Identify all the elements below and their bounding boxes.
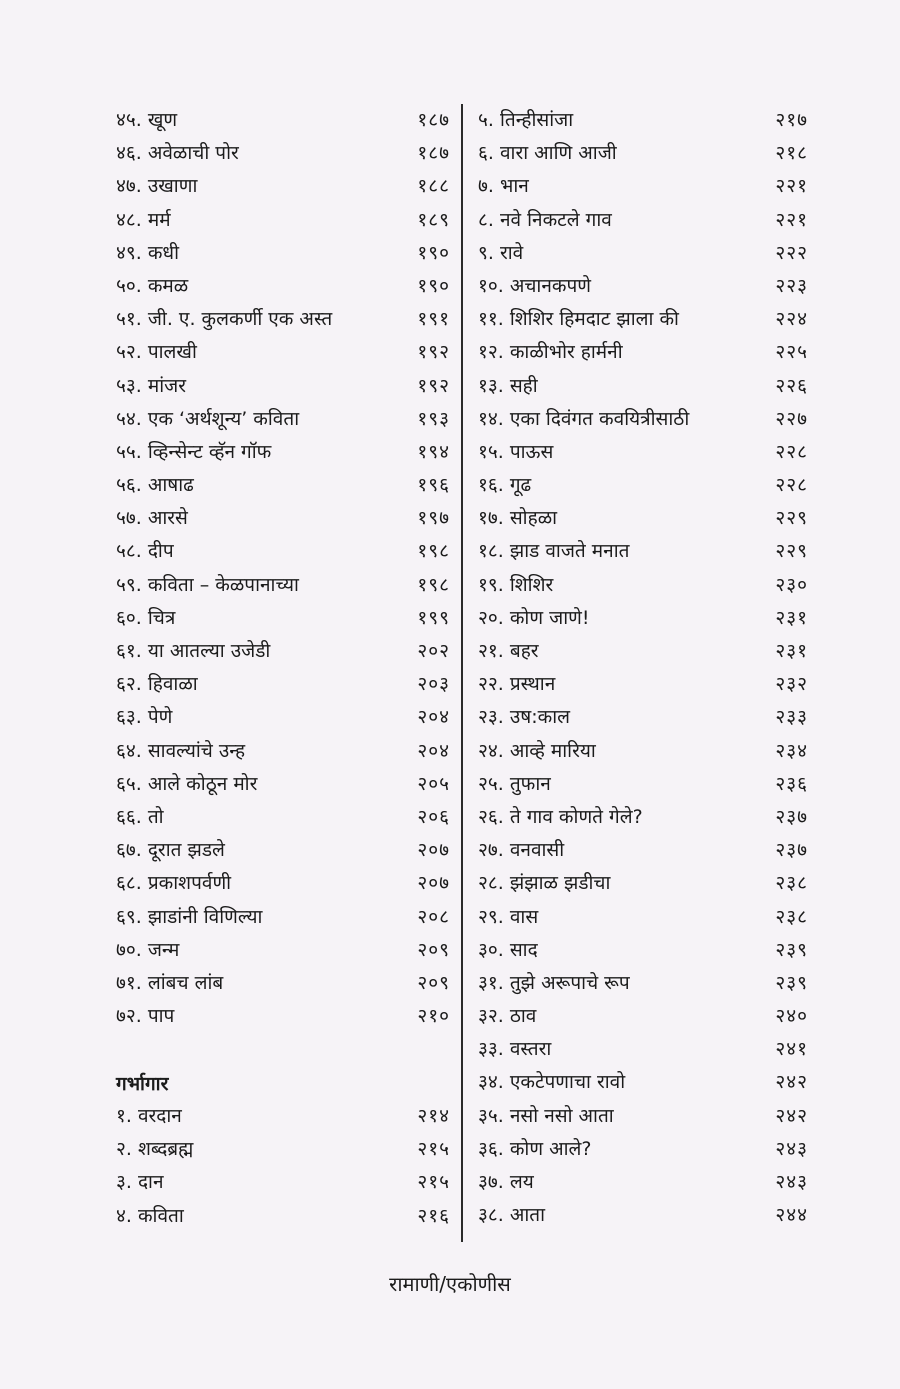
entry-page-number: २०८ <box>417 905 450 928</box>
entry-page-number: २०५ <box>417 772 450 795</box>
entry-title: ४. कविता <box>116 1204 184 1227</box>
entry-page-number: २१५ <box>417 1171 450 1194</box>
entry-page-number: २२१ <box>775 175 808 198</box>
entry-page-number: २२६ <box>775 374 808 397</box>
entry-title: ५३. मांजर <box>116 374 186 397</box>
entry-page-number: २२८ <box>775 474 808 497</box>
entry-title: १६. गूढ <box>478 474 532 497</box>
entry-page-number: १९० <box>417 274 450 297</box>
entry-page-number: १८८ <box>417 175 450 198</box>
entry-page-number: २२३ <box>775 274 808 297</box>
entry-page-number: २२८ <box>775 440 808 463</box>
entry-page-number: २४३ <box>775 1171 808 1193</box>
toc-entry <box>478 1133 808 1166</box>
toc-entry <box>116 303 450 336</box>
toc-entry <box>478 569 808 602</box>
entry-page-number: २२४ <box>775 308 808 331</box>
toc-entry <box>116 204 450 237</box>
toc-entry <box>116 1166 450 1199</box>
section-heading: गर्भागार <box>116 1073 169 1095</box>
entry-title: २९. वास <box>478 905 539 928</box>
entry-page-number: १९६ <box>417 474 450 497</box>
entry-page-number: २३४ <box>775 739 808 762</box>
entry-page-number: २१८ <box>775 142 808 165</box>
entry-title: ७२. पाप <box>116 1005 175 1028</box>
toc-entry <box>116 535 450 568</box>
toc-entry <box>478 535 808 568</box>
entry-page-number: २१५ <box>417 1138 450 1161</box>
entry-page-number: २१७ <box>775 109 808 131</box>
entry-title: ३३. वस्तरा <box>478 1038 552 1061</box>
entry-title: २६. ते गाव कोणते गेले? <box>478 805 643 828</box>
entry-page-number: २३८ <box>775 905 808 928</box>
toc-entry <box>478 834 808 867</box>
toc-entry <box>478 735 808 768</box>
toc-entry <box>116 1200 450 1233</box>
toc-entry <box>478 1100 808 1133</box>
entry-title: १८. झाड वाजते मनात <box>478 540 630 563</box>
entry-title: ३०. साद <box>478 938 538 961</box>
entry-page-number: २०६ <box>417 805 450 828</box>
entry-page-number: २३० <box>775 573 808 596</box>
entry-title: २२. प्रस्थान <box>478 673 556 696</box>
entry-page-number: २३६ <box>775 772 808 795</box>
entry-title: ४५. खूण <box>116 109 178 131</box>
entry-page-number: १९८ <box>417 540 450 563</box>
entry-title: ५१. जी. ए. कुलकर्णी एक अस्त <box>116 308 333 331</box>
entry-title: ५६. आषाढ <box>116 474 194 497</box>
toc-entry <box>116 801 450 834</box>
entry-title: ४९. कधी <box>116 241 180 264</box>
entry-title: १९. शिशिर <box>478 573 554 596</box>
entry-page-number: २०३ <box>417 673 450 696</box>
entry-page-number: २३९ <box>775 971 808 994</box>
entry-page-number: २२९ <box>775 540 808 563</box>
entry-title: ५. तिन्हीसांजा <box>478 109 574 131</box>
toc-entry <box>116 370 450 403</box>
entry-title: २३. उष:काल <box>478 706 571 729</box>
toc-entry <box>478 1000 808 1033</box>
entry-title: ३. दान <box>116 1171 164 1194</box>
entry-title: ६८. प्रकाशपर्वणी <box>116 872 232 895</box>
entry-title: ३५. नसो नसो आता <box>478 1104 614 1127</box>
toc-entry <box>116 469 450 502</box>
entry-page-number: २४४ <box>775 1204 808 1227</box>
toc-entry <box>116 901 450 934</box>
toc-entry <box>116 768 450 801</box>
entry-title: ६६. तो <box>116 805 164 828</box>
entry-title: २७. वनवासी <box>478 839 565 862</box>
toc-entry <box>478 170 808 203</box>
section-column <box>116 1100 450 1233</box>
toc-entry <box>478 768 808 801</box>
entry-page-number: २४१ <box>775 1038 808 1061</box>
toc-entry <box>478 967 808 1000</box>
entry-title: १०. अचानकपणे <box>478 274 592 297</box>
entry-page-number: २२५ <box>775 341 808 364</box>
entry-title: ७१. लांबच लांब <box>116 971 224 994</box>
entry-title: ३८. आता <box>478 1204 546 1227</box>
toc-entry <box>116 104 450 137</box>
toc-entry <box>478 635 808 668</box>
entry-title: ६५. आले कोठून मोर <box>116 772 258 795</box>
entry-title: ६१. या आतल्या उजेडी <box>116 640 271 662</box>
entry-page-number: २४० <box>775 1005 808 1028</box>
entry-title: ६४. सावल्यांचे उन्ह <box>116 739 246 762</box>
entry-title: ५०. कमळ <box>116 274 189 297</box>
entry-title: ४८. मर्म <box>116 208 171 231</box>
entry-title: ४६. अवेळाची पोर <box>116 142 239 165</box>
toc-entry <box>478 502 808 535</box>
toc-entry <box>478 336 808 369</box>
entry-page-number: २४३ <box>775 1137 808 1160</box>
entry-page-number: १९९ <box>417 606 450 629</box>
entry-title: २८. झंझाळ झडीचा <box>478 872 611 895</box>
entry-title: ६३. पेणे <box>116 706 173 729</box>
toc-entry <box>478 403 808 436</box>
entry-title: ६०. चित्र <box>116 606 176 629</box>
entry-page-number: १९२ <box>417 341 450 364</box>
entry-title: ९. रावे <box>478 241 524 264</box>
entry-page-number: २१६ <box>417 1204 450 1227</box>
entry-title: ६७. दूरात झडले <box>116 839 225 862</box>
entry-title: ५७. आरसे <box>116 507 188 530</box>
entry-page-number: २२७ <box>775 407 808 430</box>
toc-entry <box>116 701 450 734</box>
entry-page-number: २४२ <box>775 1071 808 1094</box>
entry-title: ३६. कोण आले? <box>478 1137 592 1160</box>
toc-entry <box>116 237 450 270</box>
entry-title: ८. नवे निकटले गाव <box>478 208 612 231</box>
toc-entry <box>478 801 808 834</box>
entry-title: ७०. जन्म <box>116 938 180 961</box>
entry-title: ६. वारा आणि आजी <box>478 142 617 165</box>
entry-page-number: २२९ <box>775 507 808 530</box>
entry-page-number: २०९ <box>417 938 450 961</box>
toc-entry <box>478 867 808 900</box>
entry-title: ५९. कविता – केळपानाच्या <box>116 573 299 596</box>
toc-entry <box>116 934 450 967</box>
toc-entry <box>116 502 450 535</box>
entry-title: २०. कोण जाणे! <box>478 606 590 629</box>
entry-title: ३२. ठाव <box>478 1005 537 1028</box>
entry-title: २१. बहर <box>478 640 539 662</box>
entry-page-number: २०९ <box>417 971 450 994</box>
entry-page-number: २१० <box>417 1005 450 1028</box>
entry-page-number: २०४ <box>417 739 450 762</box>
entry-page-number: २०७ <box>417 872 450 895</box>
toc-entry <box>478 469 808 502</box>
entry-title: २५. तुफान <box>478 772 551 795</box>
toc-entry <box>478 1199 808 1232</box>
entry-page-number: २४२ <box>775 1104 808 1127</box>
toc-entry <box>116 270 450 303</box>
entry-page-number: २३९ <box>775 938 808 961</box>
entry-title: १५. पाऊस <box>478 440 554 463</box>
entry-page-number: १९२ <box>417 374 450 397</box>
toc-entry <box>478 602 808 635</box>
entry-page-number: २३२ <box>775 673 808 696</box>
entry-title: १४. एका दिवंगत कवयित्रीसाठी <box>478 407 690 430</box>
toc-entry <box>478 901 808 934</box>
toc-entry <box>478 1166 808 1199</box>
toc-entry <box>116 436 450 469</box>
entry-title: ६९. झाडांनी विणिल्या <box>116 905 263 928</box>
toc-entry <box>116 569 450 602</box>
toc-entry <box>478 270 808 303</box>
page-footer: रामाणी/एकोणीस <box>389 1272 511 1296</box>
toc-entry <box>116 1133 450 1166</box>
toc-entry <box>116 403 450 436</box>
entry-page-number: २०७ <box>417 839 450 862</box>
entry-page-number: २२२ <box>775 241 808 264</box>
left-column <box>116 104 450 1033</box>
entry-title: १७. सोहळा <box>478 507 558 530</box>
entry-title: २४. आव्हे मारिया <box>478 739 596 762</box>
entry-title: १२. काळीभोर हार्मनी <box>478 341 623 364</box>
entry-title: ३१. तुझे अरूपाचे रूप <box>478 971 630 994</box>
toc-entry <box>116 834 450 867</box>
toc-entry <box>116 170 450 203</box>
entry-title: १३. सही <box>478 374 538 397</box>
toc-entry <box>478 934 808 967</box>
toc-entry <box>478 104 808 137</box>
entry-title: ५८. दीप <box>116 540 174 563</box>
entry-title: ६२. हिवाळा <box>116 673 198 696</box>
toc-entry <box>478 303 808 336</box>
entry-page-number: २१४ <box>417 1105 450 1127</box>
entry-page-number: २३८ <box>775 872 808 895</box>
toc-entry <box>478 1066 808 1099</box>
entry-page-number: १९१ <box>417 308 450 331</box>
entry-title: ३४. एकटेपणाचा रावो <box>478 1071 626 1094</box>
toc-entry <box>478 1033 808 1066</box>
entry-title: ४७. उखाणा <box>116 175 198 198</box>
entry-page-number: १८९ <box>417 208 450 231</box>
entry-page-number: २३७ <box>775 839 808 862</box>
entry-page-number: १९८ <box>417 573 450 596</box>
entry-page-number: १९४ <box>417 440 450 463</box>
entry-page-number: १९३ <box>417 407 450 430</box>
toc-entry <box>116 137 450 170</box>
toc-entry <box>116 735 450 768</box>
entry-title: ५५. व्हिन्सेन्ट व्हॅन गॉफ <box>116 440 272 463</box>
toc-entry <box>478 204 808 237</box>
toc-entry <box>116 1000 450 1033</box>
entry-page-number: १८७ <box>417 142 450 165</box>
toc-entry <box>116 336 450 369</box>
column-divider <box>461 104 463 1242</box>
entry-page-number: १९० <box>417 241 450 264</box>
toc-entry <box>478 137 808 170</box>
toc-entry <box>478 237 808 270</box>
entry-title: ५२. पालखी <box>116 341 197 364</box>
entry-page-number: २२१ <box>775 208 808 231</box>
toc-entry <box>116 668 450 701</box>
entry-title: ७. भान <box>478 175 529 198</box>
toc-entry <box>478 668 808 701</box>
right-column <box>478 104 808 1232</box>
toc-entry <box>478 436 808 469</box>
entry-page-number: २०२ <box>417 640 450 662</box>
entry-page-number: १९७ <box>417 507 450 530</box>
entry-page-number: २३७ <box>775 805 808 828</box>
entry-title: ११. शिशिर हिमदाट झाला की <box>478 308 679 331</box>
entry-title: ३७. लय <box>478 1171 534 1193</box>
entry-page-number: २०४ <box>417 706 450 729</box>
toc-entry <box>478 370 808 403</box>
toc-entry <box>116 635 450 668</box>
toc-entry <box>116 602 450 635</box>
toc-entry <box>116 1100 450 1133</box>
entry-page-number: २३१ <box>775 640 808 662</box>
entry-page-number: २३१ <box>775 606 808 629</box>
toc-entry <box>116 967 450 1000</box>
entry-page-number: २३३ <box>775 706 808 729</box>
entry-page-number: १८७ <box>417 109 450 131</box>
entry-title: ५४. एक ‘अर्थशून्य’ कविता <box>116 407 300 430</box>
entry-title: १. वरदान <box>116 1105 182 1127</box>
toc-entry <box>478 701 808 734</box>
toc-entry <box>116 867 450 900</box>
entry-title: २. शब्दब्रह्म <box>116 1138 194 1161</box>
